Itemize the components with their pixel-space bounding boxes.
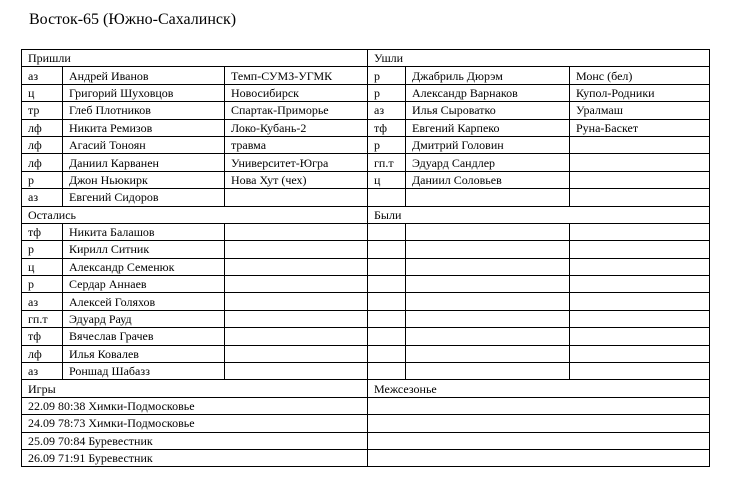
former-player-name <box>406 310 570 327</box>
stayed-position: аз <box>22 363 63 380</box>
page-title: Восток-65 (Южно-Сахалинск) <box>29 11 237 28</box>
arrived-from-club: Новосибирск <box>225 84 368 101</box>
arrived-player-name: Даниил Карванен <box>63 154 225 171</box>
game-result: 25.09 70:84 Буревестник <box>22 432 368 449</box>
former-player-name <box>406 276 570 293</box>
table-row <box>22 276 710 293</box>
arrived-player-name: Григорий Шуховцов <box>63 84 225 101</box>
former-club <box>570 363 710 380</box>
offseason-cell <box>368 432 710 449</box>
arrived-position: р <box>22 171 63 188</box>
former-club <box>570 328 710 345</box>
stayed-position: гп.т <box>22 310 63 327</box>
left-to-club: Купол-Родники <box>570 84 710 101</box>
arrived-position: лф <box>22 154 63 171</box>
stayed-position: аз <box>22 293 63 310</box>
arrived-player-name: Андрей Иванов <box>63 67 225 84</box>
left-to-club <box>570 154 710 171</box>
table-row <box>22 223 710 240</box>
left-player-name: Даниил Соловьев <box>406 171 570 188</box>
left-to-club: Руна-Баскет <box>570 119 710 136</box>
arrived-player-name: Никита Ремизов <box>63 119 225 136</box>
arrived-from-club: травма <box>225 136 368 153</box>
former-player-name <box>406 363 570 380</box>
left-to-club: Уралмаш <box>570 102 710 119</box>
section-arrived-heading: Пришли <box>22 50 368 67</box>
left-to-club: Монс (бел) <box>570 67 710 84</box>
table-row <box>22 363 710 380</box>
stayed-player-name: Никита Балашов <box>63 223 225 240</box>
left-position: тф <box>368 119 406 136</box>
former-position <box>368 328 406 345</box>
table-row <box>22 136 710 153</box>
stayed-empty-cell <box>225 328 368 345</box>
former-position <box>368 276 406 293</box>
table-row <box>22 119 710 136</box>
offseason-cell <box>368 397 710 414</box>
left-position: р <box>368 67 406 84</box>
arrived-position: тр <box>22 102 63 119</box>
former-club <box>570 293 710 310</box>
table-row <box>22 310 710 327</box>
left-player-name: Евгений Карпеко <box>406 119 570 136</box>
stayed-position: р <box>22 276 63 293</box>
offseason-cell <box>368 415 710 432</box>
stayed-position: тф <box>22 328 63 345</box>
table-row <box>22 397 710 414</box>
arrived-from-club <box>225 189 368 206</box>
arrived-player-name: Глеб Плотников <box>63 102 225 119</box>
stayed-empty-cell <box>225 293 368 310</box>
arrived-from-club: Темп-СУМЗ-УГМК <box>225 67 368 84</box>
former-position <box>368 293 406 310</box>
former-club <box>570 276 710 293</box>
stayed-empty-cell <box>225 310 368 327</box>
former-position <box>368 258 406 275</box>
left-position: р <box>368 84 406 101</box>
stayed-player-name: Вячеслав Грачев <box>63 328 225 345</box>
table-row <box>22 67 710 84</box>
stayed-position: лф <box>22 345 63 362</box>
left-position <box>368 189 406 206</box>
arrived-from-club: Спартак-Приморье <box>225 102 368 119</box>
former-position <box>368 241 406 258</box>
section-former-heading: Были <box>368 206 710 223</box>
left-player-name: Дмитрий Головин <box>406 136 570 153</box>
arrived-position: аз <box>22 189 63 206</box>
left-position: ц <box>368 171 406 188</box>
offseason-cell <box>368 449 710 466</box>
arrived-from-club: Локо-Кубань-2 <box>225 119 368 136</box>
table-row <box>22 432 710 449</box>
stayed-player-name: Сердар Аннаев <box>63 276 225 293</box>
stayed-empty-cell <box>225 345 368 362</box>
stayed-empty-cell <box>225 241 368 258</box>
section-offseason-heading: Межсезонье <box>368 380 710 397</box>
stayed-empty-cell <box>225 363 368 380</box>
former-player-name <box>406 345 570 362</box>
left-player-name <box>406 189 570 206</box>
table-row <box>22 189 710 206</box>
stayed-empty-cell <box>225 223 368 240</box>
roster-table <box>21 49 710 467</box>
arrived-position: ц <box>22 84 63 101</box>
table-row <box>22 345 710 362</box>
stayed-position: тф <box>22 223 63 240</box>
section-games-heading: Игры <box>22 380 368 397</box>
former-player-name <box>406 258 570 275</box>
stayed-position: ц <box>22 258 63 275</box>
left-position: гп.т <box>368 154 406 171</box>
former-position <box>368 223 406 240</box>
table-row <box>22 171 710 188</box>
former-player-name <box>406 241 570 258</box>
section-header-row <box>22 50 710 67</box>
table-row <box>22 241 710 258</box>
left-to-club <box>570 189 710 206</box>
table-row <box>22 258 710 275</box>
arrived-from-club: Университет-Югра <box>225 154 368 171</box>
table-row <box>22 293 710 310</box>
left-position: р <box>368 136 406 153</box>
former-club <box>570 223 710 240</box>
stayed-player-name: Александр Семенюк <box>63 258 225 275</box>
arrived-position: лф <box>22 136 63 153</box>
stayed-player-name: Эдуард Рауд <box>63 310 225 327</box>
former-position <box>368 345 406 362</box>
table-row <box>22 328 710 345</box>
arrived-player-name: Евгений Сидоров <box>63 189 225 206</box>
former-position <box>368 310 406 327</box>
left-player-name: Александр Варнаков <box>406 84 570 101</box>
left-position: аз <box>368 102 406 119</box>
table-row <box>22 84 710 101</box>
stayed-player-name: Роншад Шабазз <box>63 363 225 380</box>
former-player-name <box>406 328 570 345</box>
section-stayed-heading: Остались <box>22 206 368 223</box>
table-row <box>22 102 710 119</box>
stayed-empty-cell <box>225 258 368 275</box>
left-to-club <box>570 171 710 188</box>
arrived-from-club: Нова Хут (чех) <box>225 171 368 188</box>
table-row <box>22 154 710 171</box>
former-player-name <box>406 223 570 240</box>
arrived-player-name: Агасий Тоноян <box>63 136 225 153</box>
table-row <box>22 449 710 466</box>
game-result: 22.09 80:38 Химки-Подмосковье <box>22 397 368 414</box>
arrived-position: аз <box>22 67 63 84</box>
left-player-name: Эдуард Сандлер <box>406 154 570 171</box>
arrived-player-name: Джон Ньюкирк <box>63 171 225 188</box>
stayed-empty-cell <box>225 276 368 293</box>
stayed-position: р <box>22 241 63 258</box>
former-club <box>570 310 710 327</box>
former-position <box>368 363 406 380</box>
game-result: 24.09 78:73 Химки-Подмосковье <box>22 415 368 432</box>
former-club <box>570 241 710 258</box>
section-header-row <box>22 206 710 223</box>
former-club <box>570 258 710 275</box>
left-player-name: Джабриль Дюрэм <box>406 67 570 84</box>
stayed-player-name: Алексей Голяхов <box>63 293 225 310</box>
left-to-club <box>570 136 710 153</box>
section-header-row <box>22 380 710 397</box>
arrived-position: лф <box>22 119 63 136</box>
table-row <box>22 415 710 432</box>
section-left-heading: Ушли <box>368 50 710 67</box>
left-player-name: Илья Сыроватко <box>406 102 570 119</box>
former-player-name <box>406 293 570 310</box>
stayed-player-name: Кирилл Ситник <box>63 241 225 258</box>
stayed-player-name: Илья Ковалев <box>63 345 225 362</box>
former-club <box>570 345 710 362</box>
game-result: 26.09 71:91 Буревестник <box>22 449 368 466</box>
